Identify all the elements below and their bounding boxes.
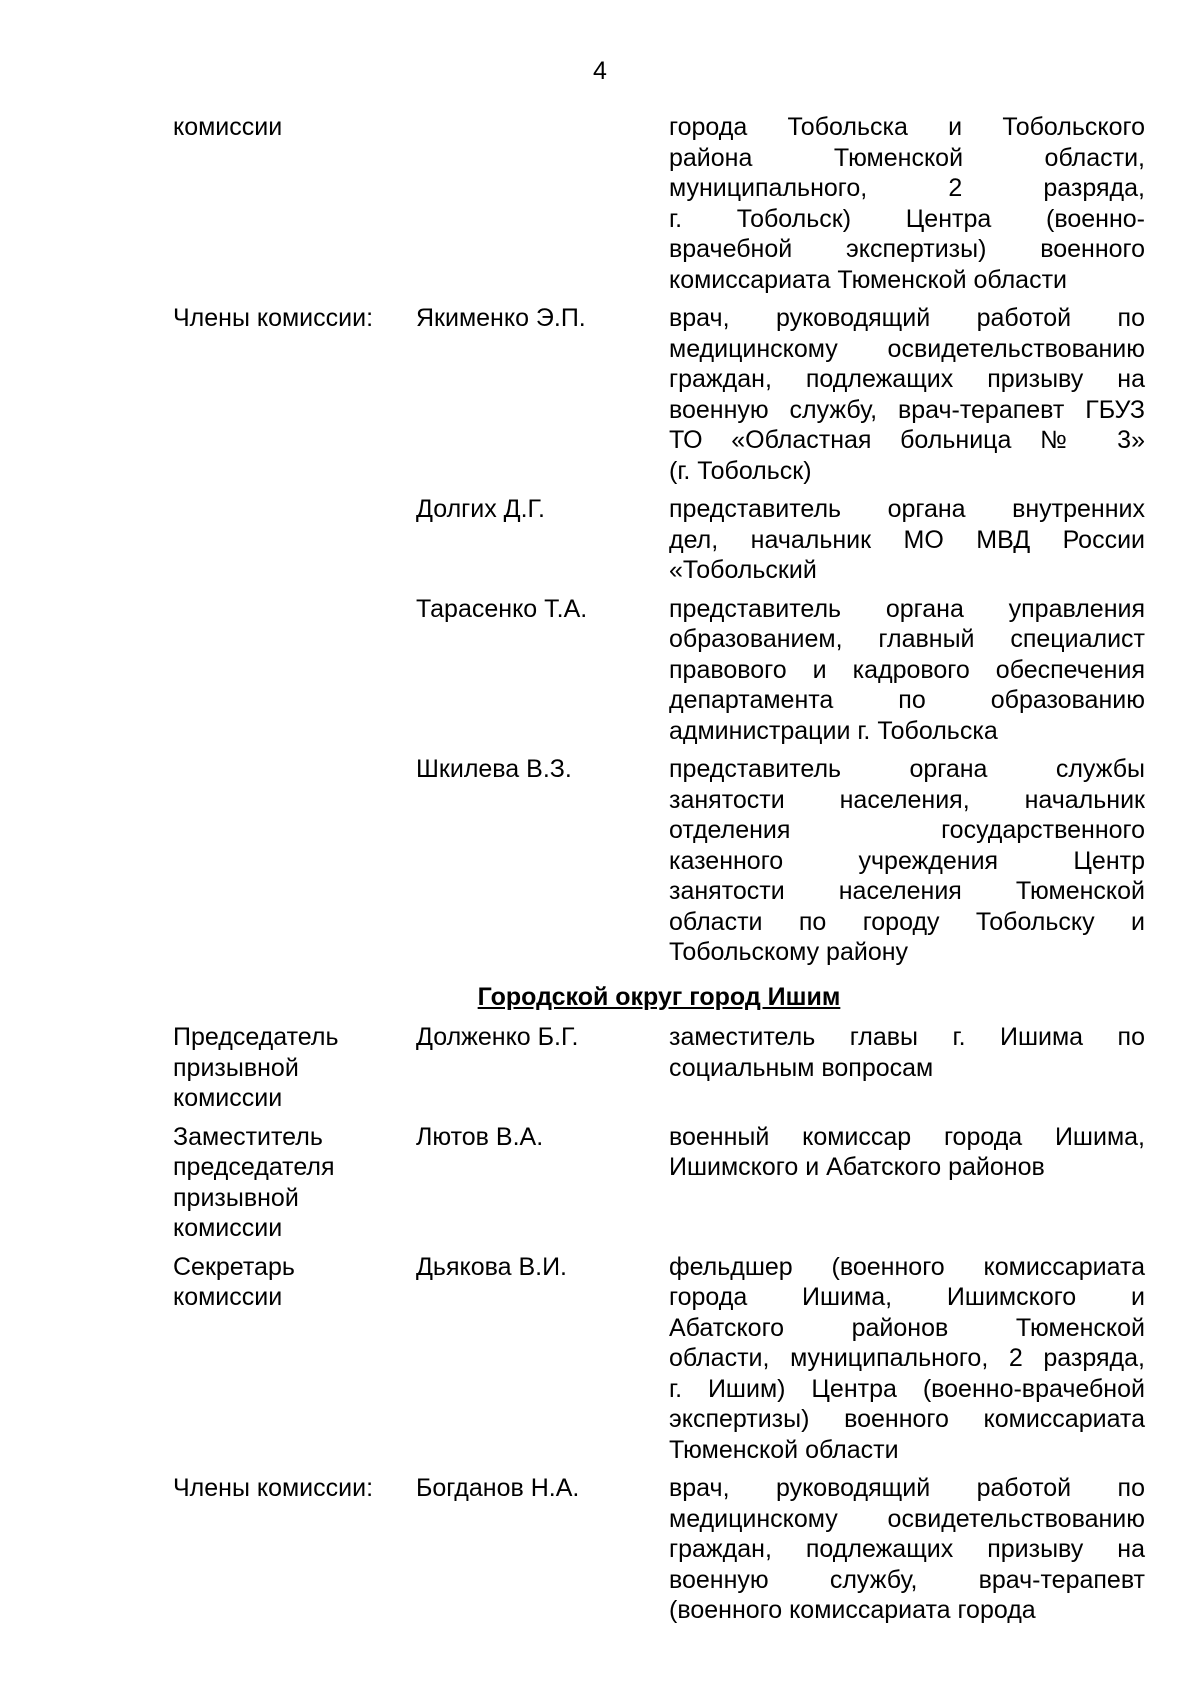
member-role-line: Члены комиссии:	[173, 304, 374, 332]
member-position-line: фельдшер (военного комиссариата	[669, 1252, 1145, 1281]
member-position-line: экспертизы) военного комиссариата	[669, 1405, 1145, 1433]
member-position-line: области по городу Тобольску и	[669, 907, 1145, 936]
member-position-line: образованием, главный специалист	[669, 625, 1145, 653]
member-name: Богданов Н.А.	[416, 1474, 580, 1502]
document-body	[173, 112, 1145, 1634]
member-position-line: района Тюменской области,	[669, 143, 1145, 172]
section-heading: Городской округ город Ишим	[477, 982, 841, 1011]
member-position-line: представитель органа внутренних	[669, 495, 1145, 523]
member-role	[173, 594, 416, 755]
commission-member-row	[173, 303, 1145, 494]
member-position	[669, 594, 1145, 755]
member-position-line: представитель органа управления	[669, 594, 1145, 623]
member-role-line: Члены комиссии:	[173, 1474, 374, 1502]
member-position-line: граждан, подлежащих призыву на	[669, 365, 1145, 393]
member-position	[669, 494, 1145, 594]
member-role-line: комиссии	[173, 1084, 283, 1112]
member-position-line: области, муниципального, 2 разряда,	[669, 1344, 1145, 1372]
member-position	[669, 754, 1145, 976]
member-name: Шкилева В.З.	[416, 755, 572, 783]
commission-member-row	[173, 1122, 1145, 1252]
member-position-line: города Тобольска и Тобольского	[669, 113, 1145, 141]
member-name: Лютов В.А.	[416, 1122, 544, 1151]
member-name: Долженко Б.Г.	[416, 1023, 579, 1051]
member-position-line: правового и кадрового обеспечения	[669, 655, 1145, 684]
member-name: Тарасенко Т.А.	[416, 594, 588, 623]
member-position-line: департамента по образованию	[669, 686, 1145, 714]
commission-table-tobolsk	[173, 112, 1145, 976]
member-position-line: администрации г. Тобольска	[669, 716, 998, 745]
member-position-line: Абатского районов Тюменской	[669, 1313, 1145, 1342]
member-role-line: Председатель	[173, 1023, 339, 1051]
commission-member-row	[173, 1252, 1145, 1474]
member-position-line: казенного учреждения Центр	[669, 846, 1145, 875]
commission-table-ishim	[173, 1022, 1145, 1634]
member-role	[173, 1252, 416, 1474]
member-position-line: ТО «Областная больница № 3»	[669, 426, 1145, 454]
member-position-line: (военного комиссариата города	[669, 1596, 1036, 1624]
member-position-line: дел, начальник МО МВД России	[669, 525, 1145, 554]
member-position-line: военную службу, врач-терапевт ГБУЗ	[669, 395, 1145, 424]
member-role-line: Секретарь	[173, 1252, 295, 1281]
member-position-line: (г. Тобольск)	[669, 456, 812, 485]
member-role	[173, 494, 416, 594]
member-position-line: военную службу, врач-терапевт	[669, 1565, 1145, 1594]
member-position-line: Тюменской области	[669, 1435, 899, 1464]
commission-member-row	[173, 112, 1145, 303]
member-position	[669, 303, 1145, 494]
member-position-line: «Тобольский	[669, 556, 817, 584]
commission-member-row	[173, 754, 1145, 976]
member-name	[416, 112, 669, 303]
member-position	[669, 1473, 1145, 1634]
member-position-line: города Ишима, Ишимского и	[669, 1283, 1145, 1311]
member-role	[173, 1473, 416, 1634]
commission-member-row	[173, 594, 1145, 755]
member-role-line: председателя	[173, 1153, 335, 1181]
member-position-line: Ишимского и Абатского районов	[669, 1153, 1045, 1181]
member-role-line: комиссии	[173, 1214, 283, 1242]
member-name: Долгих Д.Г.	[416, 495, 545, 523]
member-position	[669, 112, 1145, 303]
member-position-line: представитель органа службы	[669, 755, 1145, 783]
member-position-line: комиссариата Тюменской области	[669, 265, 1067, 294]
member-name: Дьякова В.И.	[416, 1252, 568, 1281]
member-role-line: призывной	[173, 1053, 299, 1082]
member-position-line: отделения государственного	[669, 816, 1145, 844]
commission-member-row	[173, 494, 1145, 594]
member-position-line: г. Ишим) Центра (военно-врачебной	[669, 1374, 1145, 1403]
member-position	[669, 1122, 1145, 1252]
member-role	[173, 1122, 416, 1252]
member-position-line: заместитель главы г. Ишима по	[669, 1023, 1145, 1051]
commission-member-row	[173, 1022, 1145, 1122]
member-position-line: врач, руководящий работой по	[669, 304, 1145, 332]
member-position-line: г. Тобольск) Центра (военно-	[669, 204, 1145, 233]
member-position-line: врач, руководящий работой по	[669, 1474, 1145, 1502]
member-role	[173, 303, 416, 494]
member-role	[173, 1022, 416, 1122]
member-role-line: комиссии	[173, 1283, 283, 1311]
member-position-line: граждан, подлежащих призыву на	[669, 1535, 1145, 1563]
member-role	[173, 754, 416, 976]
member-position	[669, 1252, 1145, 1474]
member-role-line: призывной	[173, 1183, 299, 1212]
member-position-line: медицинскому освидетельствованию	[669, 1504, 1145, 1533]
member-position-line: Тобольскому району	[669, 938, 909, 966]
member-position-line: занятости населения Тюменской	[669, 877, 1145, 905]
member-position-line: врачебной экспертизы) военного	[669, 235, 1145, 263]
member-role	[173, 112, 416, 303]
member-position-line: занятости населения, начальник	[669, 785, 1145, 814]
member-position-line: социальным вопросам	[669, 1053, 934, 1082]
member-position-line: муниципального, 2 разряда,	[669, 174, 1145, 202]
member-name: Якименко Э.П.	[416, 304, 586, 332]
member-position-line: медицинскому освидетельствованию	[669, 334, 1145, 363]
member-position-line: военный комиссар города Ишима,	[669, 1122, 1145, 1151]
member-role-line: комиссии	[173, 113, 283, 141]
page-number: 4	[593, 57, 607, 85]
member-role-line: Заместитель	[173, 1122, 323, 1151]
commission-member-row	[173, 1473, 1145, 1634]
member-position	[669, 1022, 1145, 1122]
